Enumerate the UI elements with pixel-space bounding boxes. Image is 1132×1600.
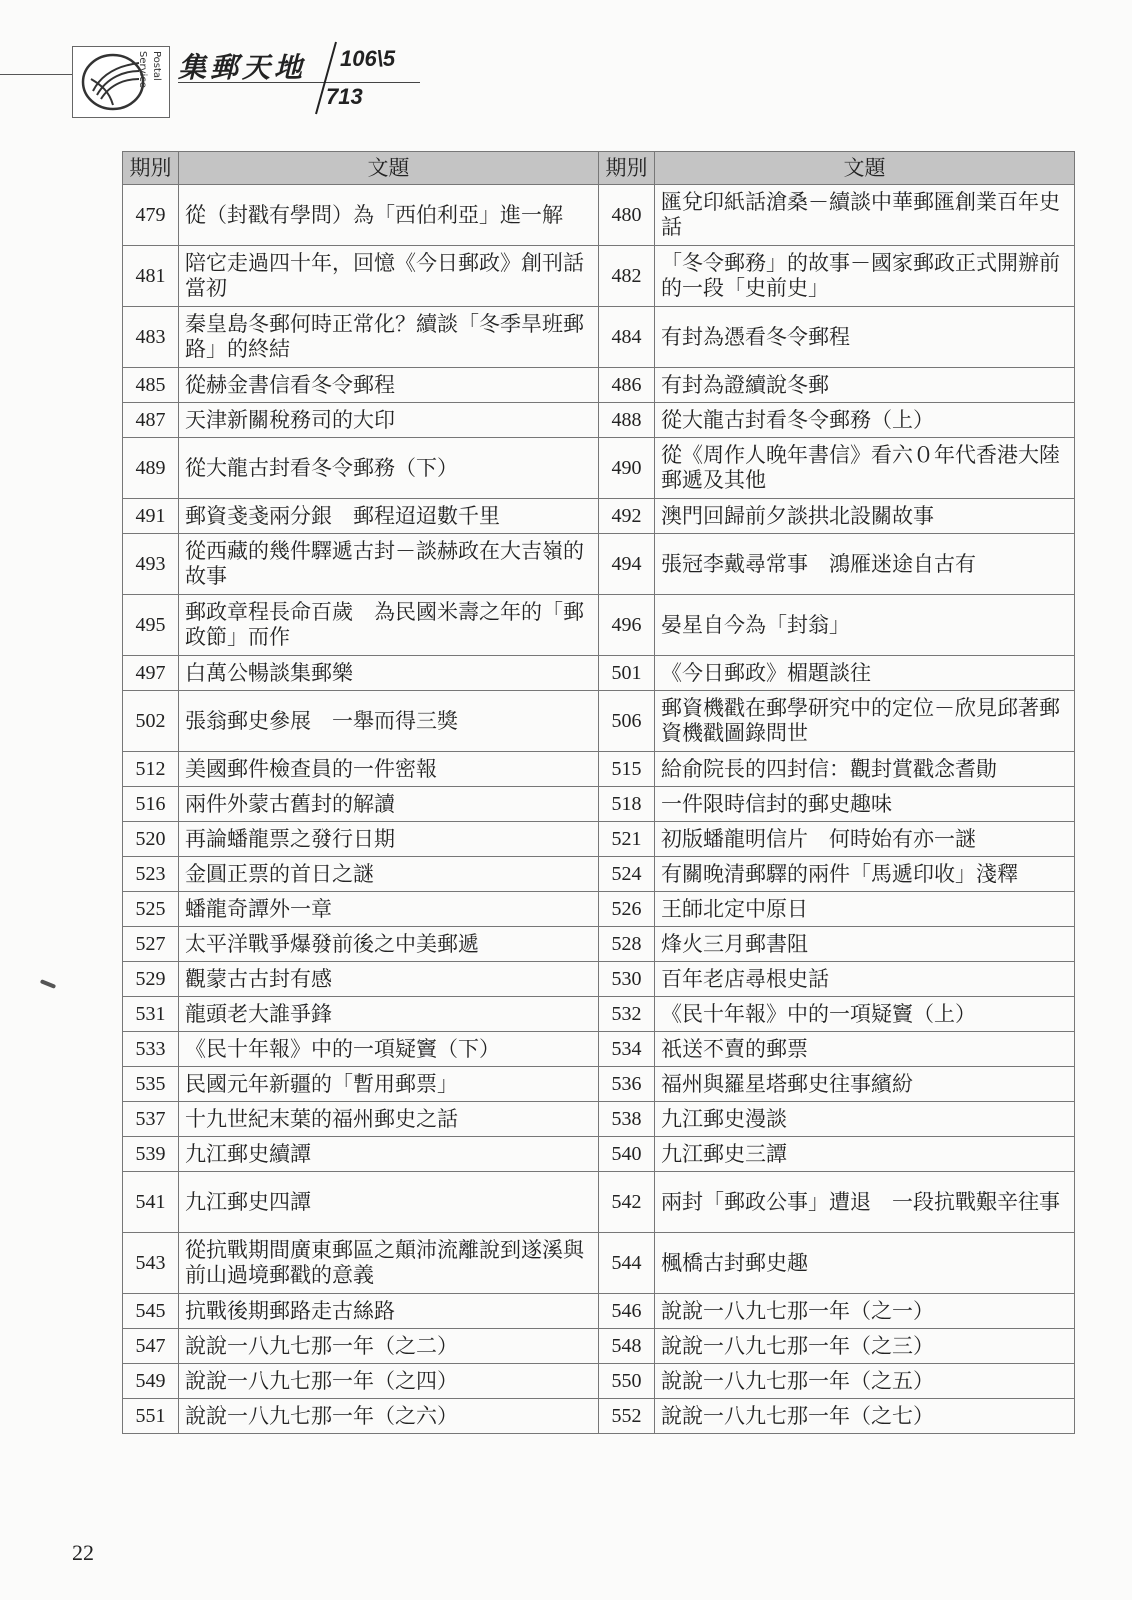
article-title-cell: 說說一八九七那一年（之七） [655, 1399, 1075, 1434]
issue-number-cell: 537 [123, 1102, 179, 1137]
article-title-cell: 說說一八九七那一年（之五） [655, 1364, 1075, 1399]
header-rule [178, 82, 420, 83]
issue-number-cell: 535 [123, 1067, 179, 1102]
article-title-cell: 白萬公暢談集郵樂 [179, 656, 599, 691]
issue-number-cell: 547 [123, 1329, 179, 1364]
issue-number-cell: 538 [599, 1102, 655, 1137]
article-title-cell: 再論蟠龍票之發行日期 [179, 822, 599, 857]
article-title-cell: 說說一八九七那一年（之二） [179, 1329, 599, 1364]
table-row [123, 403, 1075, 438]
article-title-cell: 澳門回歸前夕談拱北設關故事 [655, 499, 1075, 534]
article-title-cell: 郵資機戳在郵學研究中的定位－欣見邱著郵資機戳圖錄問世 [655, 691, 1075, 752]
issue-number-cell: 520 [123, 822, 179, 857]
issue-number-cell: 533 [123, 1032, 179, 1067]
issue-number-cell: 518 [599, 787, 655, 822]
article-title-cell: 秦皇島冬郵何時正常化？續談「冬季旱班郵路」的終結 [179, 307, 599, 368]
article-title-cell: 《民十年報》中的一項疑竇（上） [655, 997, 1075, 1032]
article-title-cell: 兩件外蒙古舊封的解讀 [179, 787, 599, 822]
article-title-cell: 楓橋古封郵史趣 [655, 1233, 1075, 1294]
issue-number-cell: 546 [599, 1294, 655, 1329]
table-row [123, 1102, 1075, 1137]
issue-number-cell: 536 [599, 1067, 655, 1102]
article-title-cell: 晏星自今為「封翁」 [655, 595, 1075, 656]
issue-number-cell: 529 [123, 962, 179, 997]
issue-number-cell: 515 [599, 752, 655, 787]
table-row [123, 857, 1075, 892]
issue-number-cell: 483 [123, 307, 179, 368]
issue-number: 713 [326, 84, 363, 109]
table-row [123, 307, 1075, 368]
table-row [123, 691, 1075, 752]
article-title-cell: 十九世紀末葉的福州郵史之話 [179, 1102, 599, 1137]
article-title-cell: 初版蟠龍明信片 何時始有亦一謎 [655, 822, 1075, 857]
issue-number-cell: 527 [123, 927, 179, 962]
issue-number-cell: 494 [599, 534, 655, 595]
article-title-cell: 九江郵史續譚 [179, 1137, 599, 1172]
table-row [123, 1032, 1075, 1067]
article-title-cell: 給俞院長的四封信：觀封賞戳念耆勛 [655, 752, 1075, 787]
article-title-cell: 有封為憑看冬令郵程 [655, 307, 1075, 368]
issue-date: 106\5 [340, 46, 396, 71]
scan-mark [40, 979, 56, 989]
article-title-cell: 從（封戳有學問）為「西伯利亞」進一解 [179, 185, 599, 246]
issue-number-cell: 524 [599, 857, 655, 892]
issue-number-cell: 489 [123, 438, 179, 499]
table-row [123, 185, 1075, 246]
page-number: 22 [72, 1540, 94, 1565]
article-title-cell: 九江郵史三譚 [655, 1137, 1075, 1172]
article-title-cell: 美國郵件檢查員的一件密報 [179, 752, 599, 787]
article-title-cell: 郵政章程長命百歲 為民國米壽之年的「郵政節」而作 [179, 595, 599, 656]
issue-number-cell: 523 [123, 857, 179, 892]
issue-number-cell: 491 [123, 499, 179, 534]
table-row [123, 822, 1075, 857]
table-row [123, 752, 1075, 787]
issue-number-cell: 552 [599, 1399, 655, 1434]
article-title-cell: 從大龍古封看冬令郵務（下） [179, 438, 599, 499]
header-rule-left [0, 74, 72, 75]
article-title-cell: 福州與羅星塔郵史往事繽紛 [655, 1067, 1075, 1102]
article-title-cell: 有關晚清郵驛的兩件「馬遞印收」淺釋 [655, 857, 1075, 892]
header-issue-right: 期別 [599, 152, 655, 185]
logo-text: Postal Service [137, 51, 162, 88]
magazine-title: 集郵天地 [178, 51, 307, 84]
issue-number-cell: 539 [123, 1137, 179, 1172]
article-title-cell: 從大龍古封看冬令郵務（上） [655, 403, 1075, 438]
article-title-cell: 有封為證續說冬郵 [655, 368, 1075, 403]
issue-number-cell: 528 [599, 927, 655, 962]
article-title-cell: 一件限時信封的郵史趣味 [655, 787, 1075, 822]
issue-number-cell: 532 [599, 997, 655, 1032]
header-issue-left: 期別 [123, 152, 179, 185]
table-row [123, 1364, 1075, 1399]
table-row [123, 1233, 1075, 1294]
article-title-cell: 抗戰後期郵路走古絲路 [179, 1294, 599, 1329]
article-title-cell: 陪它走過四十年，回憶《今日郵政》創刊話當初 [179, 246, 599, 307]
table-row [123, 368, 1075, 403]
table-row [123, 1172, 1075, 1233]
article-title-cell: 九江郵史漫談 [655, 1102, 1075, 1137]
table-row [123, 1137, 1075, 1172]
article-title-cell: 金圓正票的首日之謎 [179, 857, 599, 892]
article-title-cell: 龍頭老大誰爭鋒 [179, 997, 599, 1032]
issue-number-cell: 485 [123, 368, 179, 403]
article-title-cell: 百年老店尋根史話 [655, 962, 1075, 997]
article-title-cell: 從《周作人晚年書信》看六０年代香港大陸郵遞及其他 [655, 438, 1075, 499]
issue-number-cell: 492 [599, 499, 655, 534]
article-title-cell: 郵資戔戔兩分銀 郵程迢迢數千里 [179, 499, 599, 534]
article-title-cell: 張冠李戴尋常事 鴻雁迷途自古有 [655, 534, 1075, 595]
issue-number-cell: 479 [123, 185, 179, 246]
table-row [123, 1399, 1075, 1434]
issue-number-cell: 506 [599, 691, 655, 752]
table-row [123, 962, 1075, 997]
issue-number-cell: 550 [599, 1364, 655, 1399]
article-title-cell: 烽火三月郵書阻 [655, 927, 1075, 962]
table-row [123, 595, 1075, 656]
article-title-cell: 從抗戰期間廣東郵區之顛沛流離說到遂溪與前山過境郵戳的意義 [179, 1233, 599, 1294]
issue-number-cell: 551 [123, 1399, 179, 1434]
table-row [123, 438, 1075, 499]
issue-number-cell: 495 [123, 595, 179, 656]
header-title-left: 文題 [179, 152, 599, 185]
issue-number-cell: 531 [123, 997, 179, 1032]
table-row [123, 534, 1075, 595]
article-title-cell: 《民十年報》中的一項疑竇（下） [179, 1032, 599, 1067]
article-title-cell: 民國元年新疆的「暫用郵票」 [179, 1067, 599, 1102]
table-row [123, 927, 1075, 962]
table-row [123, 1294, 1075, 1329]
table-row [123, 246, 1075, 307]
issue-number-cell: 534 [599, 1032, 655, 1067]
issue-number-cell: 521 [599, 822, 655, 857]
article-title-cell: 從西藏的幾件驛遞古封－談赫政在大吉嶺的故事 [179, 534, 599, 595]
issue-number-cell: 545 [123, 1294, 179, 1329]
article-title-cell: 「冬令郵務」的故事－國家郵政正式開辦前的一段「史前史」 [655, 246, 1075, 307]
table-row [123, 656, 1075, 691]
table-row [123, 1067, 1075, 1102]
issue-number-cell: 497 [123, 656, 179, 691]
issue-number-cell: 544 [599, 1233, 655, 1294]
issue-number-cell: 526 [599, 892, 655, 927]
table-row [123, 499, 1075, 534]
article-title-cell: 說說一八九七那一年（之三） [655, 1329, 1075, 1364]
article-title-cell: 兩封「郵政公事」遭退 一段抗戰艱辛往事 [655, 1172, 1075, 1233]
issue-number-cell: 516 [123, 787, 179, 822]
article-index-table [122, 151, 1075, 1434]
issue-number-cell: 530 [599, 962, 655, 997]
page-header [0, 38, 460, 118]
article-title-cell: 天津新關稅務司的大印 [179, 403, 599, 438]
issue-number-cell: 487 [123, 403, 179, 438]
table-row [123, 997, 1075, 1032]
issue-number-cell: 540 [599, 1137, 655, 1172]
issue-number-cell: 481 [123, 246, 179, 307]
article-title-cell: 說說一八九七那一年（之一） [655, 1294, 1075, 1329]
issue-number-cell: 486 [599, 368, 655, 403]
article-title-cell: 蟠龍奇譚外一章 [179, 892, 599, 927]
header-title-right: 文題 [655, 152, 1075, 185]
issue-number-cell: 501 [599, 656, 655, 691]
article-title-cell: 張翁郵史參展 一舉而得三獎 [179, 691, 599, 752]
issue-number-cell: 484 [599, 307, 655, 368]
issue-number-cell: 493 [123, 534, 179, 595]
issue-number-cell: 482 [599, 246, 655, 307]
article-title-cell: 祇送不賣的郵票 [655, 1032, 1075, 1067]
issue-number-cell: 542 [599, 1172, 655, 1233]
article-title-cell: 觀蒙古古封有感 [179, 962, 599, 997]
issue-number-cell: 496 [599, 595, 655, 656]
issue-number-cell: 502 [123, 691, 179, 752]
table-row [123, 1329, 1075, 1364]
article-title-cell: 九江郵史四譚 [179, 1172, 599, 1233]
table-header-row [123, 152, 1075, 185]
article-title-cell: 說說一八九七那一年（之四） [179, 1364, 599, 1399]
article-title-cell: 王師北定中原日 [655, 892, 1075, 927]
issue-number-cell: 480 [599, 185, 655, 246]
issue-number-cell: 488 [599, 403, 655, 438]
issue-number-cell: 525 [123, 892, 179, 927]
issue-number-cell: 512 [123, 752, 179, 787]
issue-number-cell: 490 [599, 438, 655, 499]
article-title-cell: 太平洋戰爭爆發前後之中美郵遞 [179, 927, 599, 962]
issue-number-cell: 548 [599, 1329, 655, 1364]
article-title-cell: 從赫金書信看冬令郵程 [179, 368, 599, 403]
article-title-cell: 《今日郵政》楣題談往 [655, 656, 1075, 691]
article-title-cell: 匯兌印紙話滄桑－續談中華郵匯創業百年史話 [655, 185, 1075, 246]
table-row [123, 892, 1075, 927]
issue-number-cell: 543 [123, 1233, 179, 1294]
issue-number-cell: 541 [123, 1172, 179, 1233]
article-title-cell: 說說一八九七那一年（之六） [179, 1399, 599, 1434]
issue-number-cell: 549 [123, 1364, 179, 1399]
table-row [123, 787, 1075, 822]
postal-service-logo [72, 46, 170, 118]
